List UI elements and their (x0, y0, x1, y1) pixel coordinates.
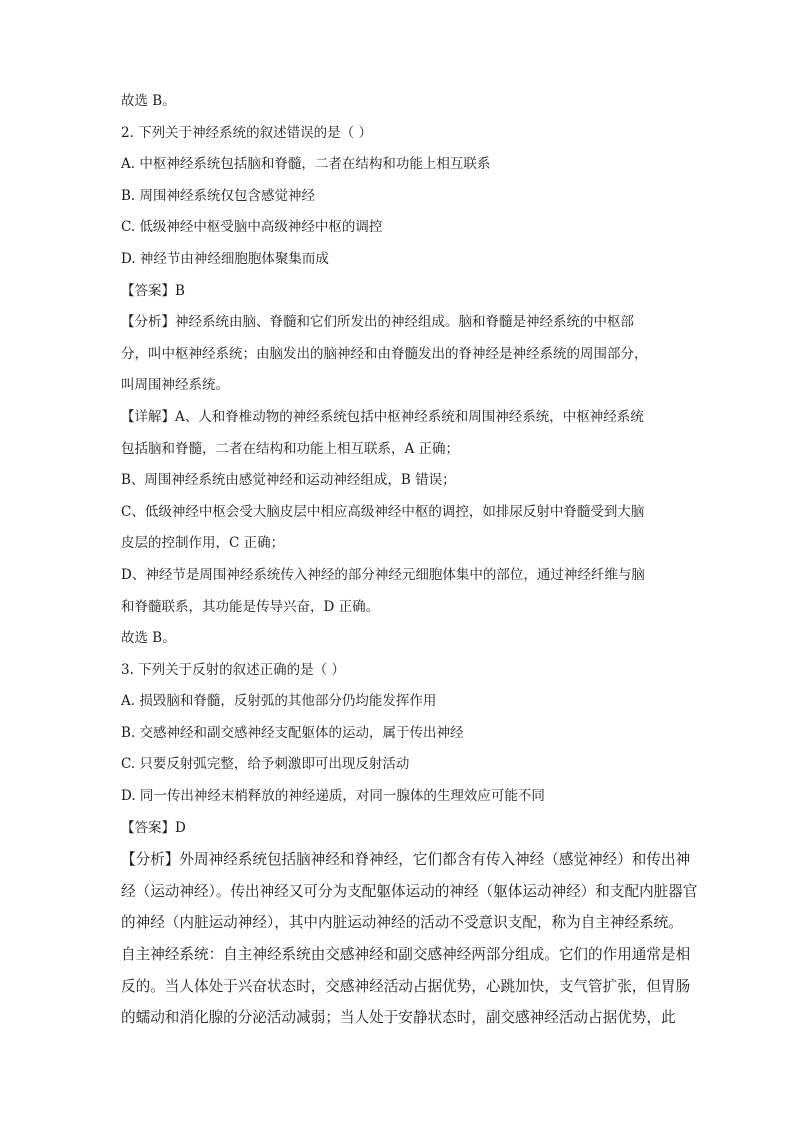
text-line: 【详解】A、人和脊椎动物的神经系统包括中枢神经系统和周围神经系统，中枢神经系统 (121, 408, 644, 425)
text-line: 皮层的控制作用，C 正确； (121, 535, 285, 552)
text-line: 经（运动神经）。传出神经又可分为支配躯体运动的神经（躯体运动神经）和支配内脏器官 (121, 882, 698, 900)
text-line: C. 只要反射弧完整，给予刺激即可出现反射活动 (121, 756, 410, 773)
text-line: 和脊髓联系，其功能是传导兴奋，D 正确。 (121, 598, 380, 615)
text-line: B. 交感神经和副交感神经支配躯体的运动，属于传出神经 (121, 724, 464, 741)
text-line: 2. 下列关于神经系统的叙述错误的是（ ） (121, 124, 372, 141)
text-line: 反的。当人体处于兴奋状态时，交感神经活动占据优势，心跳加快，支气管扩张，但胃肠 (121, 977, 691, 995)
text-line: C. 低级神经中枢受脑中高级神经中枢的调控 (121, 219, 383, 236)
text-line: B、周围神经系统由感觉神经和运动神经组成，B 错误； (121, 472, 456, 489)
text-line: D. 神经节由神经细胞胞体聚集而成 (121, 250, 329, 267)
text-line: D、神经节是周围神经系统传入神经的部分神经元细胞体集中的部位，通过神经纤维与脑 (121, 566, 645, 583)
text-line: 叫周围神经系统。 (121, 377, 229, 394)
text-line: C、低级神经中枢会受大脑皮层中相应高级神经中枢的调控，如排尿反射中脊髓受到大脑 (121, 503, 645, 520)
text-line: 的蠕动和消化腺的分泌活动减弱；当人处于安静状态时，副交感神经活动占据优势，此 (121, 1009, 676, 1027)
text-line: 【分析】神经系统由脑、脊髓和它们所发出的神经组成。脑和脊髓是神经系统的中枢部 (121, 314, 634, 331)
text-line: B. 周围神经系统仅包含感觉神经 (121, 187, 316, 204)
text-line: A. 损毁脑和脊髓，反射弧的其他部分仍均能发挥作用 (121, 693, 437, 710)
text-line: 【答案】B (121, 282, 185, 299)
text-line: 故选 B。 (121, 630, 176, 647)
text-line: 的神经（内脏运动神经），其中内脏运动神经的活动不受意识支配，称为自主神经系统。 (121, 914, 683, 932)
text-line: D. 同一传出神经末梢释放的神经递质，对同一腺体的生理效应可能不同 (121, 788, 545, 805)
text-line: 分，叫中枢神经系统；由脑发出的脑神经和由脊髓发出的脊神经是神经系统的周围部分， (121, 345, 648, 362)
text-line: 【分析】外周神经系统包括脑神经和脊神经，它们都含有传入神经（感觉神经）和传出神 (121, 851, 691, 869)
text-line: 【答案】D (121, 819, 186, 836)
text-line: 包括脑和脊髓，二者在结构和功能上相互联系，A 正确； (121, 440, 460, 457)
text-line: 3. 下列关于反射的叙述正确的是（ ） (121, 661, 345, 678)
text-line: 故选 B。 (121, 93, 176, 109)
text-line: 自主神经系统：自主神经系统由交感神经和副交感神经两部分组成。它们的作用通常是相 (121, 946, 691, 964)
document-body (121, 86, 698, 1034)
text-line: A. 中枢神经系统包括脑和脊髓，二者在结构和功能上相互联系 (121, 156, 491, 173)
